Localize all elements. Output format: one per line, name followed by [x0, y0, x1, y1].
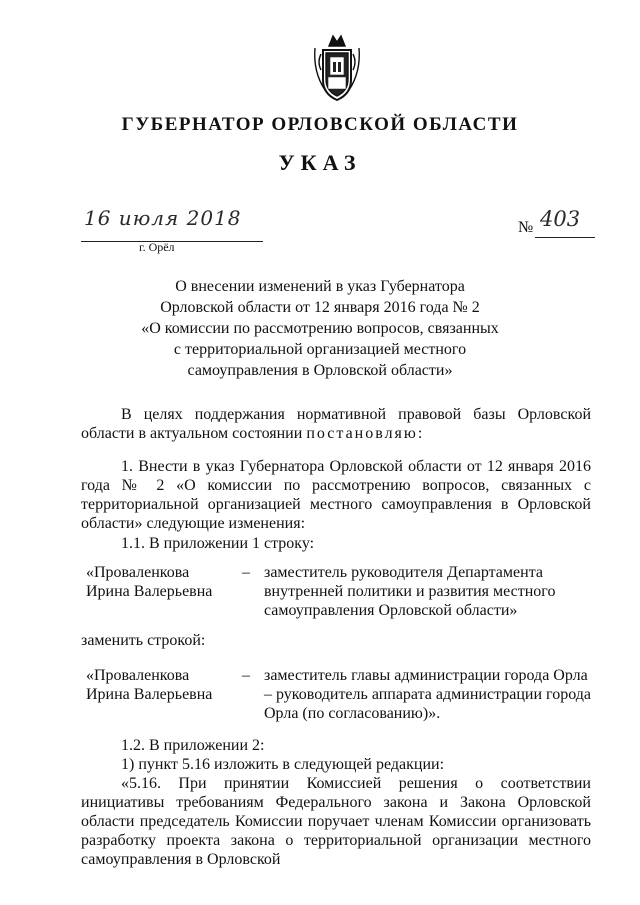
- item-1-1-paragraph: 1.1. В приложении 1 строку:: [121, 535, 315, 552]
- subject-line: О внесении изменений в указ Губернатора: [175, 278, 465, 295]
- new-entry-position: заместитель главы администрации города Орла – руководитель аппарата администрации города Орла (по согласованию)».: [264, 667, 591, 722]
- old-entry-name: «Проваленкова Ирина Валерьевна: [86, 564, 213, 600]
- city-label: г. Орёл: [139, 240, 175, 254]
- coat-of-arms-icon: [311, 32, 363, 106]
- new-entry-row: [86, 666, 591, 726]
- subject-line: Орловской области от 12 января 2016 года № 2: [160, 299, 480, 316]
- document-type: УКАЗ: [278, 150, 362, 175]
- old-entry-position: заместитель руководителя Департамента внутренней политики и развития местного самоуправления Орловской области»: [264, 564, 556, 619]
- subject-line: с территориальной организацией местного: [173, 341, 467, 358]
- subject-line: «О комиссии по рассмотрению вопросов, связанных: [141, 320, 499, 337]
- item-1-paragraph: 1. Внести в указ Губернатора Орловской области от 12 января 2016 года № 2 «О комиссии по рассмотрению вопросов, связанных с территориальной организацией местного самоуправления в Орловской области» следующие изменения:: [81, 458, 591, 532]
- new-entry-dash: –: [242, 667, 250, 684]
- handwritten-date: 16 июля 2018: [84, 206, 242, 230]
- subitem-1-paragraph: 1) пункт 5.16 изложить в следующей редакции:: [121, 756, 445, 773]
- clause-5-16-paragraph: «5.16. При принятии Комиссией решения о соответствии инициативы требованиям Федерального закона и Закона Орловской области председатель Комиссии поручает членам Комиссии организовать разработку проекта закона о территориальной организации местного самоуправления в Орловской: [81, 775, 591, 868]
- old-entry-row: [86, 563, 591, 623]
- old-entry-dash: –: [242, 564, 250, 581]
- replace-text: заменить строкой:: [81, 632, 206, 649]
- document-subject: [110, 276, 530, 381]
- number-label: №: [518, 219, 534, 236]
- decree-word: постановляю:: [306, 425, 425, 442]
- preamble-text: В целях поддержания нормативной правовой базы Орловской области в актуальном состоянии: [81, 406, 591, 442]
- issuing-authority: ГУБЕРНАТОР ОРЛОВСКОЙ ОБЛАСТИ: [121, 114, 519, 135]
- new-entry-name: «Проваленкова Ирина Валерьевна: [86, 667, 213, 703]
- item-1-2-paragraph: 1.2. В приложении 2:: [121, 737, 265, 754]
- preamble-paragraph: [81, 405, 591, 443]
- subject-line: самоуправления в Орловской области»: [187, 362, 453, 379]
- handwritten-number: 403: [540, 207, 581, 231]
